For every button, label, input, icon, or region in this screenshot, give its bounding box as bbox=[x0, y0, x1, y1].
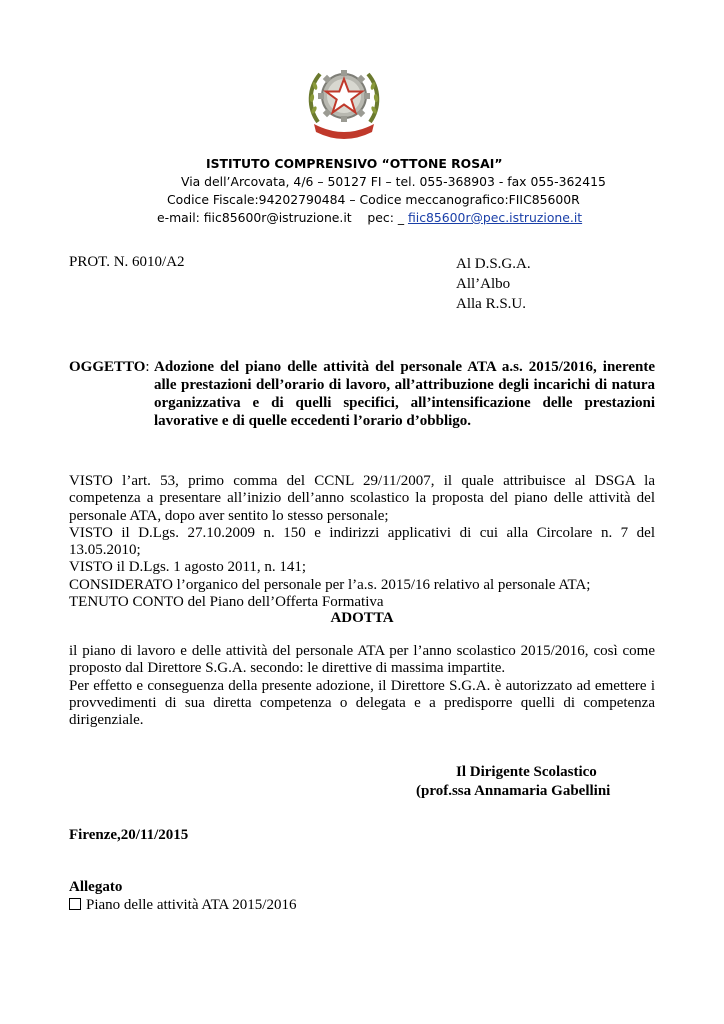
recipient-dsga: Al D.S.G.A. bbox=[456, 256, 531, 272]
place-date: Firenze,20/11/2015 bbox=[69, 827, 189, 843]
school-name: ISTITUTO COMPRENSIVO “OTTONE ROSAI” bbox=[206, 156, 503, 171]
decision-body bbox=[69, 643, 655, 729]
signer-role: Il Dirigente Scolastico bbox=[456, 764, 597, 780]
recipients bbox=[456, 254, 531, 314]
subject-block bbox=[69, 358, 655, 430]
decision-heading: ADOTTA bbox=[330, 610, 394, 626]
recipient-rsu: Alla R.S.U. bbox=[456, 296, 527, 312]
decision-paragraph: Per effetto e conseguenza della presente adozione, il Direttore S.G.A. è autorizzato ad emettere i provvedimenti di sua diretta competenza o delegata e a predisporre quelli di competenza dirigenziale. bbox=[69, 677, 655, 729]
signer-name: (prof.ssa Annamaria Gabellini bbox=[416, 783, 611, 799]
attachment-block bbox=[69, 878, 296, 914]
premise-dlgs-141: VISTO il D.Lgs. 1 agosto 2011, n. 141; bbox=[69, 559, 307, 576]
recipient-albo: All’Albo bbox=[456, 276, 511, 292]
attachment-item bbox=[69, 896, 296, 914]
signature-block bbox=[416, 763, 610, 801]
decision-paragraph: il piano di lavoro e delle attività del personale ATA per l’anno scolastico 2015/2016, così come proposto dal Direttore S.G.A. secondo: le direttive di massima impartite. bbox=[69, 643, 655, 677]
italian-republic-emblem bbox=[304, 64, 384, 140]
checkbox-icon bbox=[69, 898, 81, 910]
attachment-item-label: Piano delle attività ATA 2015/2016 bbox=[86, 897, 297, 913]
email-text: e-mail: fiic85600r@istruzione.it pec: _ bbox=[157, 210, 408, 225]
premise-organico: CONSIDERATO l’organico del personale per l’a.s. 2015/16 relativo al personale ATA; bbox=[69, 576, 591, 593]
pec-email-link[interactable]: fiic85600r@pec.istruzione.it bbox=[407, 210, 583, 225]
attachment-title: Allegato bbox=[69, 879, 123, 895]
premise-pof: TENUTO CONTO del Piano dell’Offerta Formativa bbox=[69, 594, 384, 611]
premise-ccnl: VISTO l’art. 53, primo comma del CCNL 29/11/2007, il quale attribuisce al DSGA la competenza a presentare all’inizio dell’anno scolastico la proposta del piano delle attività del personale ATA, dopo aver sentito lo stesso personale; bbox=[69, 473, 655, 524]
school-contacts bbox=[157, 208, 582, 228]
school-codes: Codice Fiscale:94202790484 – Codice meccanografico:FIIC85600R bbox=[167, 192, 580, 207]
premises bbox=[69, 473, 655, 611]
subject-label: OGGETTO: bbox=[69, 359, 150, 375]
subject-text: Adozione del piano delle attività del personale ATA a.s. 2015/2016, inerente alle prestazioni dell’orario di lavoro, all’attribuzione degli incarichi di natura organizzativa e di quelli specifici, all’intensificazione delle prestazioni lavorative e di quelle eccedenti l’orario d’obbligo. bbox=[154, 359, 655, 429]
premise-dlgs-150: VISTO il D.Lgs. 27.10.2009 n. 150 e indirizzi applicativi di cui alla Circolare n. 7 del 13.05.2010; bbox=[69, 524, 655, 559]
school-address: Via dell’Arcovata, 4/6 – 50127 FI – tel. 055-368903 - fax 055-362415 bbox=[181, 174, 606, 189]
protocol-number: PROT. N. 6010/A2 bbox=[69, 254, 185, 270]
